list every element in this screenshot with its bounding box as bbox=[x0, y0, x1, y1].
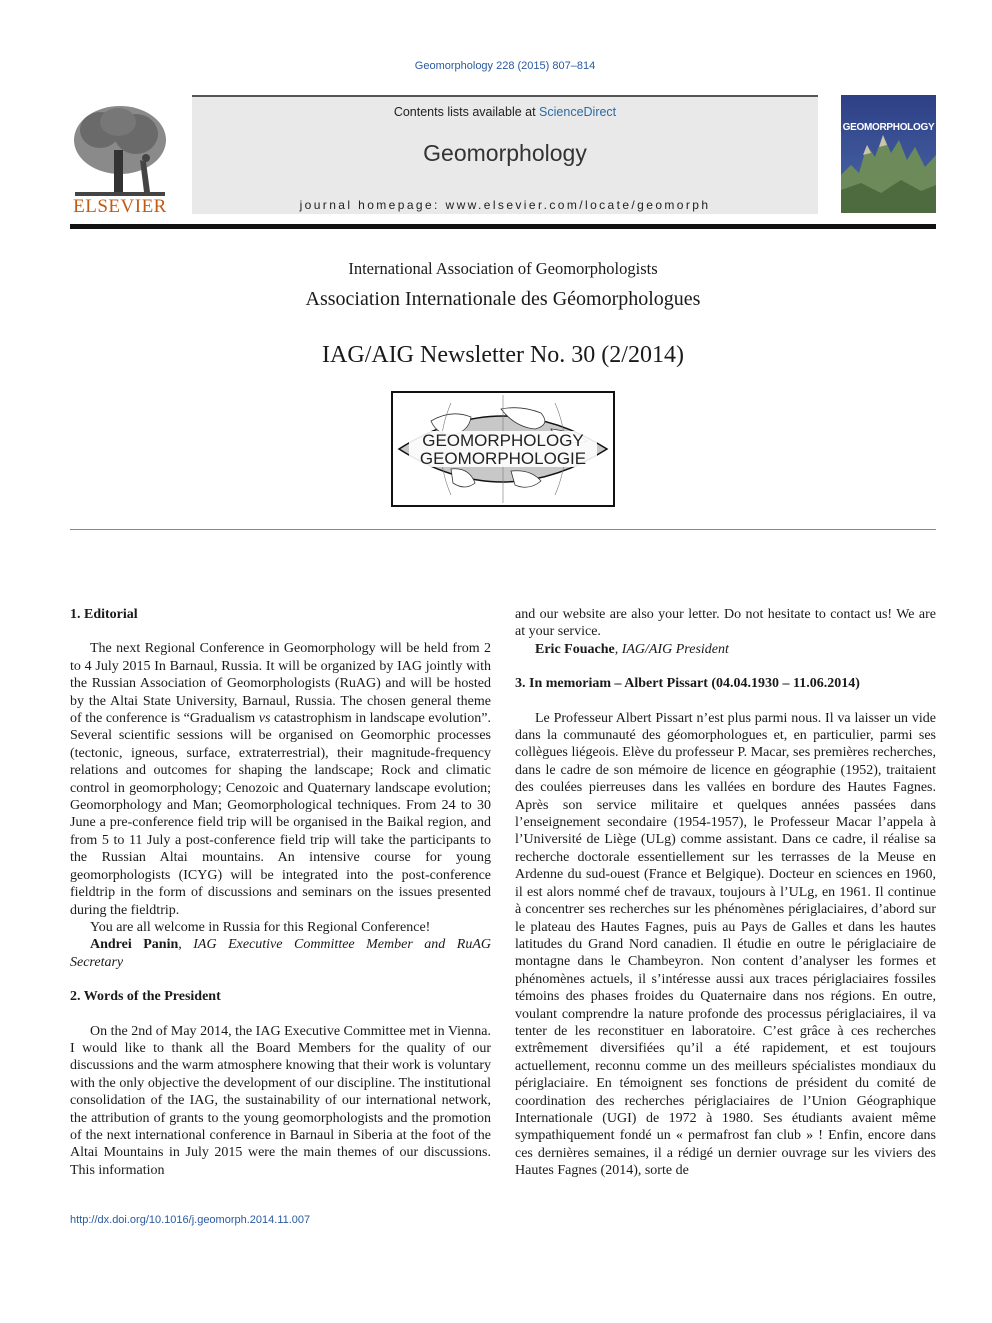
right-column bbox=[515, 606, 936, 1180]
doi-link[interactable]: http://dx.doi.org/10.1016/j.geomorph.2014.11.007 bbox=[70, 1214, 311, 1226]
iag-logo bbox=[391, 391, 615, 507]
editorial-welcome: You are all welcome in Russia for this Regional Conference! bbox=[90, 919, 431, 935]
left-column bbox=[70, 606, 491, 1179]
elsevier-logo bbox=[70, 100, 170, 218]
section-2-heading: 2. Words of the President bbox=[70, 989, 221, 1005]
cover-title: GEOMORPHOLOGY bbox=[842, 122, 935, 133]
publisher-name: ELSEVIER bbox=[73, 196, 167, 217]
header-rule bbox=[70, 224, 936, 229]
journal-citation[interactable]: Geomorphology 228 (2015) 807–814 bbox=[414, 60, 596, 72]
memoriam-paragraph: Le Professeur Albert Pissart n’est plus parmi nous. Il va laisser un vide dans la communauté des géomorphologues et, en particulier, parmi ses collègues liégeois. Elève du professeur P. Macar, ses premières recherches, dans le cadre de son mémoire de licence en géographie (1952), traitaient des coulées pierreuses dans les vallées en bordure des Hautes Fagnes. Après son service militaire et quelques années passées dans l’enseignement secondaire (1954-1957), le Professeur Macar l’appela à l’Université de Liège (ULg) comme assistant. Dans ce cadre, il réalise sa recherche doctorale essentiellement sur les terrasses de la Meuse en Ardenne du sud-ouest (France et Belgique). Docteur en sciences en 1960, il est alors nommé chef de travaux, toujours à l’ULg, en 1961. Il continue à concentrer ses recherches sur les phénomènes périglaciaires, d’abord sur le plateau des Hautes Fagnes, puis au Pays de Galles et dans les hautes latitudes du Grand Nord canadien. Il étudie en outre le périglaciaire de montagne dans le Chambeyron. Non content d’analyser les formes et phénomènes actuels, il s’intéresse aussi aux traces périglaciaires fossiles témoins des phases froides du Quaternaire dans nos régions. En outre, voulant comprendre la nature profonde des processus périglaciaires, il va tenter de les reconstituer en laboratoire. C’est grâce à ces recherches extrêmement diversifiées qu’il a été rapidement, et est toujours actuellement, reconnu comme un des meilleurs spécialistes mondiaux du périglaciaire. En témoignent ses fonctions de président du comité de coordination des recherches périglaciaires de l’Union Géographique Internationale (UGI) de 1972 à 1980. Ses étudiants avaient même sympathiquement fondé un « permafrost fan club » ! Enfin, encore dans ces dernières semaines, il a rédigé un dernier ouvrage sur les viviers des Hautes Fagnes (2014), sorte de bbox=[515, 710, 936, 1179]
contents-line bbox=[192, 105, 818, 119]
newsletter-title: IAG/AIG Newsletter No. 30 (2/2014) bbox=[322, 342, 684, 368]
contents-prefix: Contents lists available at bbox=[393, 105, 540, 119]
logo-line-2: GEOMORPHOLOGIE bbox=[419, 449, 587, 468]
masthead-rule bbox=[70, 529, 936, 530]
org-name-english: International Association of Geomorphologists bbox=[348, 259, 658, 278]
cover-art bbox=[841, 95, 936, 213]
journal-title: Geomorphology bbox=[423, 140, 587, 166]
president-signature: Eric Fouache, IAG/AIG President bbox=[535, 641, 729, 657]
journal-cover-image[interactable] bbox=[841, 95, 936, 213]
org-name-french: Association Internationale des Géomorphologues bbox=[305, 288, 701, 310]
editorial-paragraph: The next Regional Conference in Geomorphology will be held from 2 to 4 July 2015 In Barnaul, Russia. It will be organized by IAG jointly with the Russian Association of Geomorphologists (RuAG) and will be hosted by the Altai State University, Barnaul, Russia. The chosen general theme of the conference is “Gradualism vs catastrophism in landscape evolution”. Several scientific sessions will be organised on Geomorphic processes (tectonic, igneous, surface, extraterrestrial), their magnitude-frequency relations and outcomes for shaping the landscape; Rock and climatic control in geomorphology; Cenozoic and Quaternary landscape evolution; Geomorphology and Man; Geomorphological techniques. From 24 to 30 June a pre-conference field trip will be organised in the Baikal region, and from 5 to 11 July a post-conference field trip will take the participants to the Russian Altai mountains. An intensive course for young geomorphologists (ICYG) will be integrated into the post-conference fieldtrip in the form of discussions and seminars on the issues presented during the fieldtrip. bbox=[70, 641, 491, 918]
editorial-signature: Andrei Panin, IAG Executive Committee Member and RuAG Secretary bbox=[70, 937, 491, 970]
section-1-heading: 1. Editorial bbox=[70, 607, 138, 622]
journal-homepage[interactable]: journal homepage: www.elsevier.com/locate/geomorph bbox=[299, 198, 711, 212]
president-paragraph-cont: and our website are also your letter. Do not hesitate to contact us! We are at your service. bbox=[515, 607, 936, 640]
logo-line-1: GEOMORPHOLOGY bbox=[422, 431, 584, 450]
president-paragraph: On the 2nd of May 2014, the IAG Executive Committee met in Vienna. I would like to thank all the Board Members for the quality of our discussions and the warm atmosphere knowing that their work is voluntary with the only objective the development of our discipline. The institutional consolidation of the IAG, the sustainability of our international network, the attribution of grants to the young geomorphologists and the promotion of the next international conference in Barnaul in Siberia at the foot of the Altai Mountains in July 2015 were the main themes of our discussions. This information bbox=[70, 1023, 491, 1178]
sciencedirect-link[interactable]: ScienceDirect bbox=[539, 105, 617, 119]
section-3-heading: 3. In memoriam – Albert Pissart (04.04.1930 – 11.06.2014) bbox=[515, 676, 860, 692]
